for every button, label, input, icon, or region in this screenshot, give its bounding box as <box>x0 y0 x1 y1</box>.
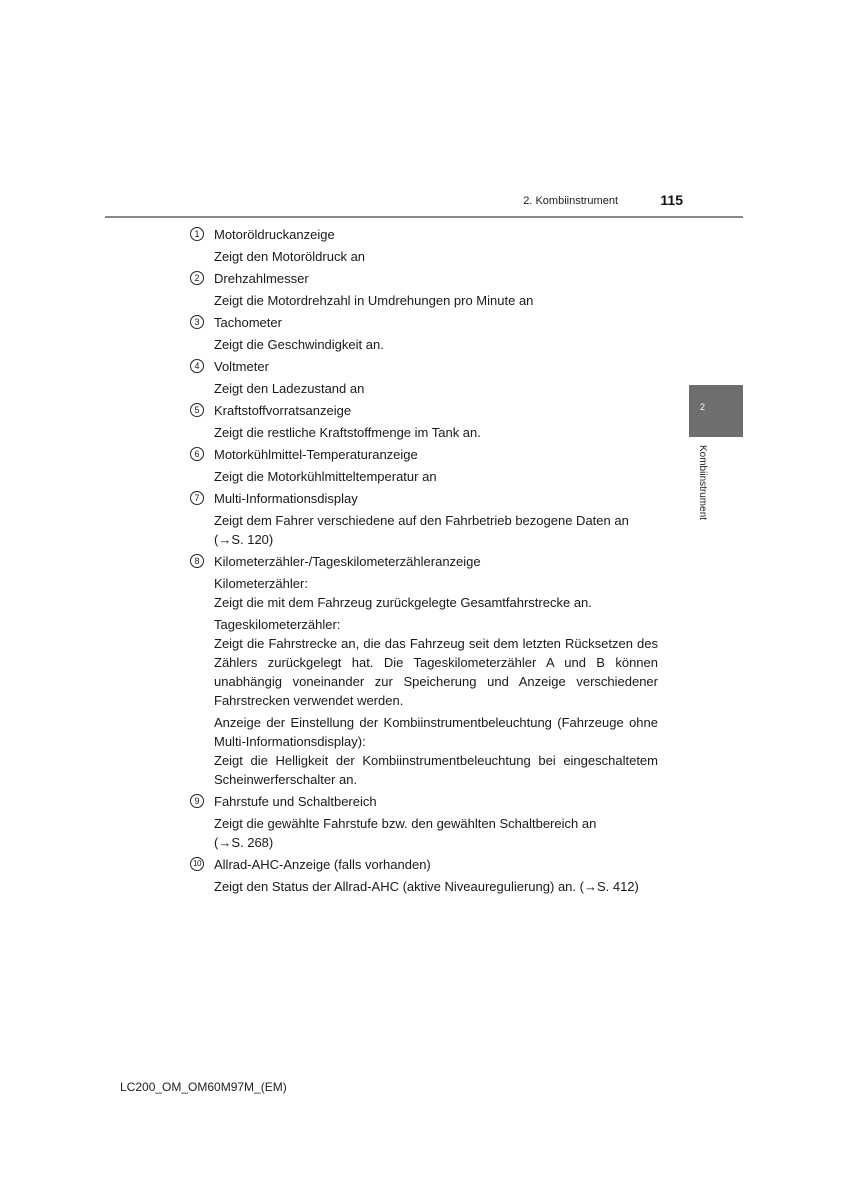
item-number-badge: 8 <box>190 554 204 568</box>
item-description <box>190 511 658 549</box>
subsection-label: Anzeige der Einstellung der Kombiinstrumentbeleuchtung (Fahrzeuge ohne Multi-Informationsdisplay): <box>214 715 658 749</box>
item-title: Kraftstoffvorratsanzeige <box>214 403 352 418</box>
list-item-title <box>190 225 658 244</box>
list-item-title <box>190 489 658 508</box>
item-description: Zeigt die Geschwindigkeit an. <box>214 337 384 352</box>
item-number-badge: 3 <box>190 315 204 329</box>
subsection-text: Zeigt die mit dem Fahrzeug zurückgelegte Gesamtfahrstrecke an. <box>214 595 592 610</box>
chapter-tab-label: Kombiinstrument <box>697 445 708 521</box>
chapter-tab-number: 2 <box>700 402 706 412</box>
item-number-badge: 7 <box>190 491 204 505</box>
page-reference: (→S. 120) <box>214 532 274 547</box>
item-title: Multi-Informationsdisplay <box>214 491 358 506</box>
item-description: Zeigt den Ladezustand an <box>214 381 365 396</box>
item-title: Kilometerzähler-/Tageskilometerzähleranzeige <box>214 554 481 569</box>
list-item-title <box>190 313 658 332</box>
document-code: LC200_OM_OM60M97M_(EM) <box>120 1080 287 1094</box>
item-description-text: Zeigt dem Fahrer verschiedene auf den Fahrbetrieb bezogene Daten an <box>214 513 629 528</box>
item-number-badge: 4 <box>190 359 204 373</box>
item-description <box>190 814 658 852</box>
item-title: Motorkühlmittel-Temperaturanzeige <box>214 447 418 462</box>
section-title: 2. Kombiinstrument <box>523 195 618 207</box>
item-title: Drehzahlmesser <box>214 271 309 286</box>
list-item-title <box>190 401 658 420</box>
item-description-text: Zeigt die gewählte Fahrstufe bzw. den gewählten Schaltbereich an <box>214 816 597 831</box>
item-number-badge: 6 <box>190 447 204 461</box>
chapter-tab <box>689 385 743 437</box>
item-number-badge: 2 <box>190 271 204 285</box>
page-reference: (→S. 268) <box>214 835 274 850</box>
item-number-badge: 5 <box>190 403 204 417</box>
page-header <box>105 192 743 212</box>
header-divider <box>105 216 743 218</box>
item-subsection <box>190 574 658 612</box>
item-title: Tachometer <box>214 315 282 330</box>
subsection-text: Zeigt die Helligkeit der Kombiinstrumentbeleuchtung bei eingeschaltetem Scheinwerferschalter an. <box>214 753 658 787</box>
page-number: 115 <box>660 192 683 208</box>
item-subsection <box>190 713 658 789</box>
subsection-text: Zeigt die Fahrstrecke an, die das Fahrzeug seit dem letzten Rücksetzen des Zählers zurückgelegt hat. Die Tageskilometerzähler A und B können unabhängig voneinander zur Speicherung und Anzeige verschiedener Fahrstrecken verwendet werden. <box>214 636 658 708</box>
list-item-title <box>190 552 658 571</box>
subsection-label: Tageskilometerzähler: <box>214 617 341 632</box>
list-item-title <box>190 792 658 811</box>
item-description: Zeigt die restliche Kraftstoffmenge im Tank an. <box>214 425 481 440</box>
list-item-title <box>190 357 658 376</box>
gauge-list <box>190 222 658 896</box>
list-item-title <box>190 445 658 464</box>
item-subsection <box>190 615 658 710</box>
item-description: Zeigt die Motordrehzahl in Umdrehungen pro Minute an <box>214 293 534 308</box>
item-number-badge: 1 <box>190 227 204 241</box>
item-title: Motoröldruckanzeige <box>214 227 335 242</box>
item-number-badge: 9 <box>190 794 204 808</box>
item-description: Zeigt den Motoröldruck an <box>214 249 366 264</box>
item-description: Zeigt den Status der Allrad-AHC (aktive Niveauregulierung) an. (→S. 412) <box>214 879 639 894</box>
subsection-label: Kilometerzähler: <box>214 576 308 591</box>
item-description: Zeigt die Motorkühlmitteltemperatur an <box>214 469 437 484</box>
list-item-title <box>190 269 658 288</box>
item-title: Allrad-AHC-Anzeige (falls vorhanden) <box>214 857 431 872</box>
item-title: Fahrstufe und Schaltbereich <box>214 794 377 809</box>
item-number-badge: 10 <box>190 857 204 871</box>
item-title: Voltmeter <box>214 359 269 374</box>
list-item-title <box>190 855 658 874</box>
